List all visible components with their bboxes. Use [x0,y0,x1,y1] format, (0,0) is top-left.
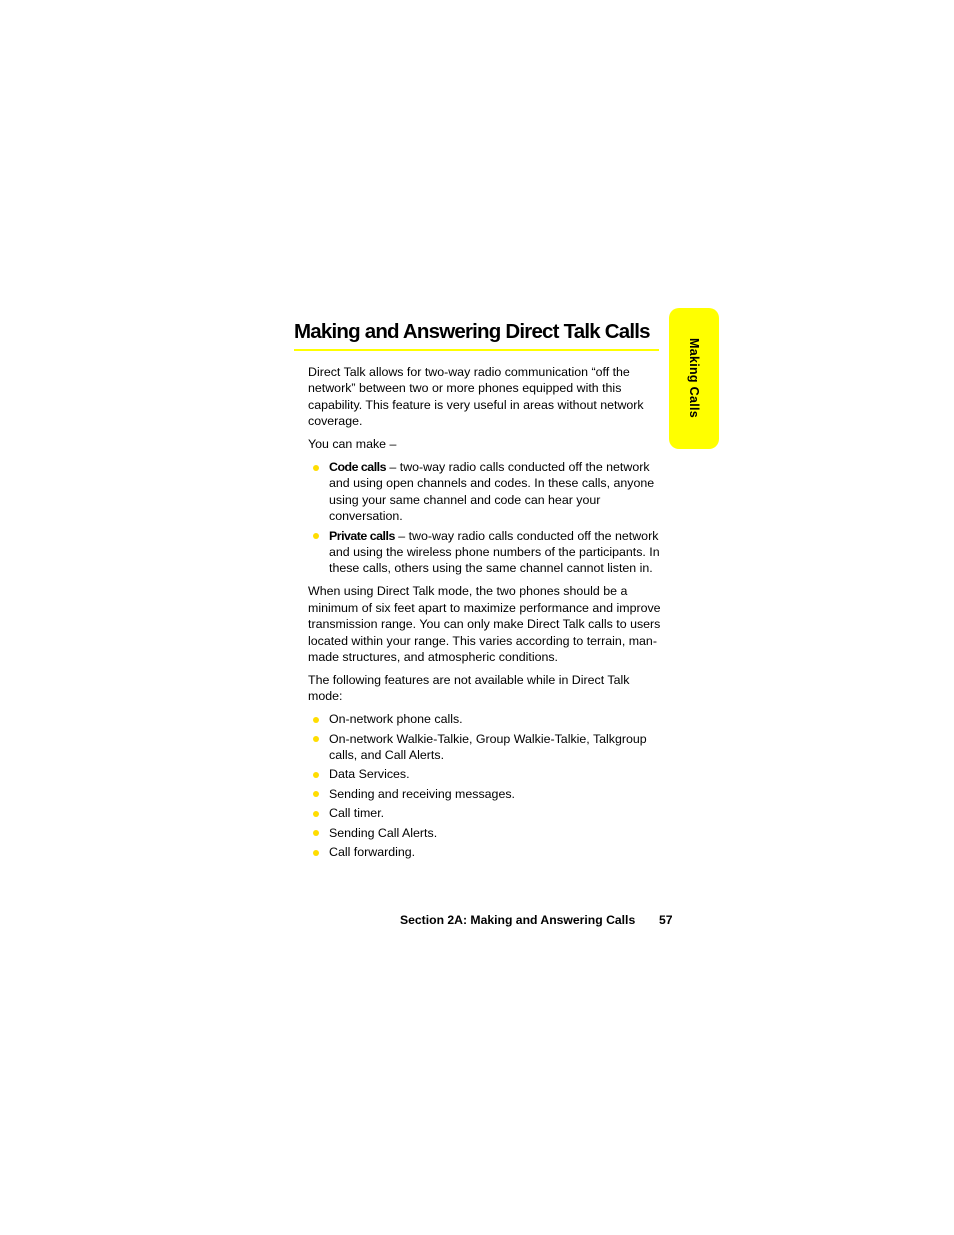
call-type-description: – two-way radio calls conducted off the network and using the wireless phone numbers of the participants. In these calls, others using the same channel cannot listen in. [329,528,660,576]
list-item [308,711,664,727]
call-type-term: Private calls [329,528,395,543]
call-types-list [308,459,664,577]
list-item [308,528,664,577]
heading-underline [294,349,659,351]
footer-section-title: Section 2A: Making and Answering Calls [400,913,636,927]
feature-text: Data Services. [329,767,410,782]
call-type-description: – two-way radio calls conducted off the network and using open channels and codes. In these calls, anyone using your same channel and code can hear your conversation. [329,460,655,524]
bullet-dot-icon [313,772,319,778]
feature-text: On-network phone calls. [329,712,463,727]
list-item [308,805,664,821]
range-paragraph: When using Direct Talk mode, the two phones should be a minimum of six feet apart to maximize performance and improve transmission range. You can only make Direct Talk calls to users located within your range. This varies according to terrain, man-made structures, and atmospheric conditions. [308,584,661,664]
bullet-dot-icon [313,736,319,742]
feature-text: Sending and receiving messages. [329,786,515,801]
feature-text: On-network Walkie-Talkie, Group Walkie-Talkie, Talkgroup calls, and Call Alerts. [329,731,647,763]
list-item [308,786,664,802]
you-can-make-text: You can make – [308,437,397,452]
list-item [308,844,664,860]
list-item [308,731,664,764]
page-number: 57 [659,913,673,927]
feature-text: Call forwarding. [329,845,416,860]
unavailable-features-list [308,711,664,860]
bullet-dot-icon [313,465,319,471]
bullet-dot-icon [313,791,319,797]
bullet-dot-icon [313,811,319,817]
feature-text: Sending Call Alerts. [329,825,438,840]
call-type-term: Code calls [329,460,386,475]
body-content [308,364,664,867]
list-item [308,766,664,782]
list-item [308,459,664,525]
intro-paragraph: Direct Talk allows for two-way radio communication “off the network” between two or more phones equipped with this capability. This feature is very useful in areas without network coverage. [308,365,644,429]
bullet-dot-icon [313,533,319,539]
bullet-dot-icon [313,850,319,856]
side-tab-label: Making Calls [687,338,701,419]
list-item [308,825,664,841]
page-heading: Making and Answering Direct Talk Calls [294,320,650,343]
bullet-dot-icon [313,830,319,836]
feature-text: Call timer. [329,806,385,821]
unavailable-intro: The following features are not available while in Direct Talk mode: [308,672,630,704]
bullet-dot-icon [313,717,319,723]
